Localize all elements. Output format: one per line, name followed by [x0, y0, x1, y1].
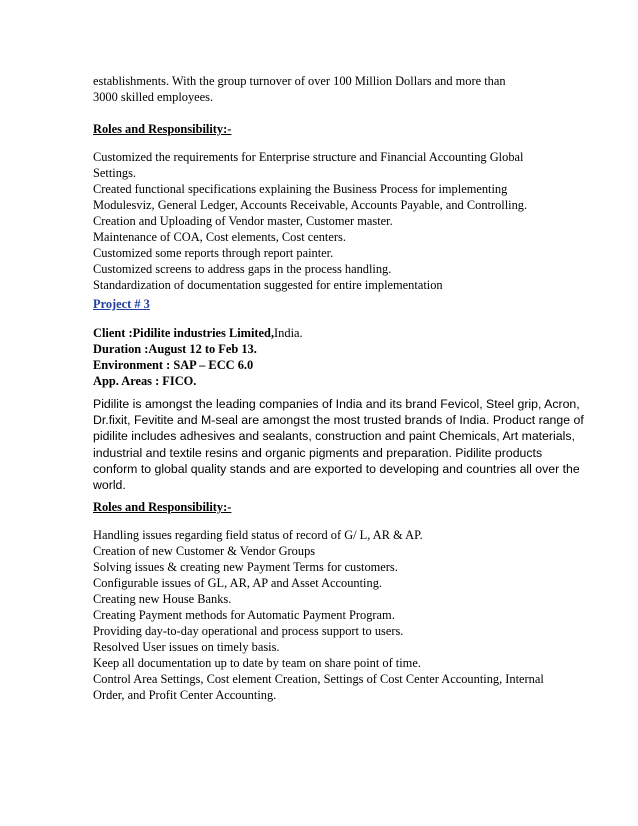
- list-item: Creation and Uploading of Vendor master, Customer master.: [93, 214, 393, 228]
- list-item: Modulesviz, General Ledger, Accounts Receivable, Accounts Payable, and Controlling.: [93, 198, 528, 212]
- list-item: Customized some reports through report painter.: [93, 246, 334, 260]
- list-item: Configurable issues of GL, AR, AP and Asset Accounting.: [93, 576, 382, 590]
- intro-line: 3000 skilled employees.: [93, 90, 214, 104]
- client-line: [93, 325, 563, 341]
- description-line: conform to global quality stands and are exported to developing and countries all over the: [93, 461, 580, 476]
- intro-line: establishments. With the group turnover of over 100 Million Dollars and more than: [93, 74, 506, 88]
- list-item: Creating new House Banks.: [93, 592, 232, 606]
- section-heading-roles-2: [93, 499, 563, 515]
- list-item: Maintenance of COA, Cost elements, Cost centers.: [93, 230, 346, 244]
- list-item: Customized screens to address gaps in the process handling.: [93, 262, 392, 276]
- project-details: [93, 325, 563, 389]
- section-heading: Roles and Responsibility:-: [93, 500, 232, 514]
- environment-line: Environment : SAP – ECC 6.0: [93, 358, 254, 372]
- list-item: Handling issues regarding field status of record of G/ L, AR & AP.: [93, 528, 423, 542]
- description-line: Dr.fixit, Fevitite and M-seal are amongst the most trusted brands of India. Product range of: [93, 413, 584, 428]
- list-item: Resolved User issues on timely basis.: [93, 640, 280, 654]
- list-item: Settings.: [93, 166, 137, 180]
- app-areas-line: App. Areas : FICO.: [93, 374, 197, 388]
- list-item: Standardization of documentation suggested for entire implementation: [93, 278, 443, 292]
- description-line: Pidilite is amongst the leading companies of India and its brand Fevicol, Steel grip, Acron,: [93, 397, 580, 411]
- duration-line: Duration :August 12 to Feb 13.: [93, 342, 257, 356]
- intro-paragraph: [93, 73, 563, 105]
- description-line: industrial and textile resins and organic pigments and preparation. Pidilite products: [93, 445, 543, 460]
- project-description: [93, 396, 584, 493]
- project-title: Project # 3: [93, 297, 150, 311]
- list-item: Creation of new Customer & Vendor Groups: [93, 544, 316, 558]
- list-item: Customized the requirements for Enterprise structure and Financial Accounting Global: [93, 150, 524, 164]
- list-item: Created functional specifications explaining the Business Process for implementing: [93, 182, 508, 196]
- client-suffix: India.: [274, 326, 303, 340]
- description-line: world.: [93, 478, 126, 493]
- roles-list-2: [93, 527, 563, 703]
- list-item: Creating Payment methods for Automatic Payment Program.: [93, 608, 395, 622]
- description-line: pidilite includes adhesives and sealants, construction and paint Chemicals, Art materials,: [93, 429, 575, 444]
- project-heading: [93, 296, 563, 312]
- client-label: Client :Pidilite industries Limited,: [93, 326, 275, 340]
- list-item: Providing day-to-day operational and process support to users.: [93, 624, 404, 638]
- list-item: Order, and Profit Center Accounting.: [93, 688, 277, 702]
- section-heading: Roles and Responsibility:-: [93, 122, 232, 136]
- roles-list-1: [93, 149, 563, 293]
- list-item: Keep all documentation up to date by team on share point of time.: [93, 656, 421, 670]
- list-item: Control Area Settings, Cost element Creation, Settings of Cost Center Accounting, Internal: [93, 672, 544, 686]
- section-heading-roles-1: [93, 121, 563, 137]
- list-item: Solving issues & creating new Payment Terms for customers.: [93, 560, 398, 574]
